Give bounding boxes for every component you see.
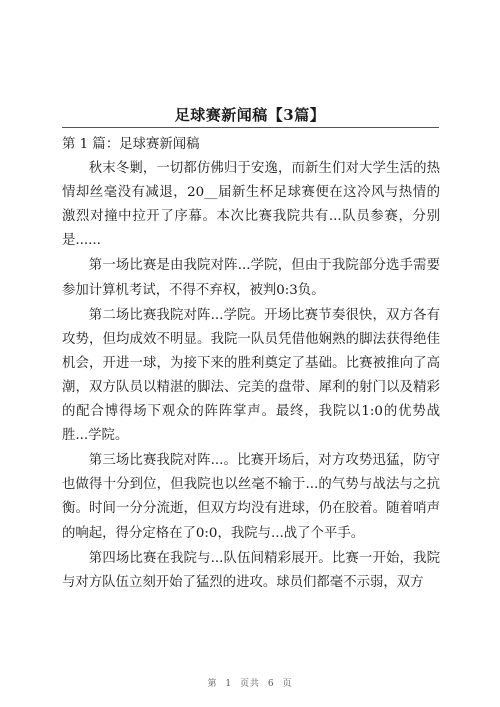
document-body [62,133,440,595]
paragraph: 第三场比赛我院对阵...。比赛开场后，对方攻势迅猛，防守也做得十分到位，但我院也以丝毫不输于...的气势与战法与之抗衡。时间一分分流逝，但双方均没有进球，仍在胶着。随着哨声的响起，得分定格在了0:0，我院与...战了个平手。 [62,453,440,541]
title-divider [62,127,439,128]
footer-prefix: 第 [207,679,218,689]
footer-page-total: 6 [267,679,275,689]
paragraph: 第一场比赛是由我院对阵...学院，但由于我院部分选手需要参加计算机考试，不得不弃权，被判0:3负。 [62,258,440,298]
paragraph: 第四场比赛在我院与...队伍间精彩展开。比赛一开始，我院与对方队伍立刻开始了猛烈的进攻。球员们都毫不示弱，双方 [62,550,440,590]
page-footer [0,676,500,689]
footer-middle: 页共 [239,679,260,689]
section-heading: 第 1 篇：足球赛新闻稿 [62,137,200,152]
paragraph: 秋末冬剿，一切都仿佛归于安逸，而新生们对大学生活的热情却丝毫没有减退，20__届新生杯足球赛便在这冷风与热情的激烈对撞中拉开了序幕。本次比赛我院共有...队员参赛，分别是...... [62,161,440,249]
document-title: 足球赛新闻稿【3篇】 [174,106,326,124]
footer-page-current: 1 [225,679,233,689]
paragraph: 第二场比赛我院对阵...学院。开场比赛节奏很快，双方各有攻势，但均成效不明显。我院一队员凭借他娴熟的脚法获得绝佳机会，开进一球，为接下来的胜利奠定了基础。比赛被推向了高潮，双方队员以精湛的脚法、完美的盘带、犀利的射门以及精彩的配合博得场下观众的阵阵掌声。最终，我院以1:0的优势战胜...学院。 [62,307,440,444]
footer-suffix: 页 [282,679,293,689]
